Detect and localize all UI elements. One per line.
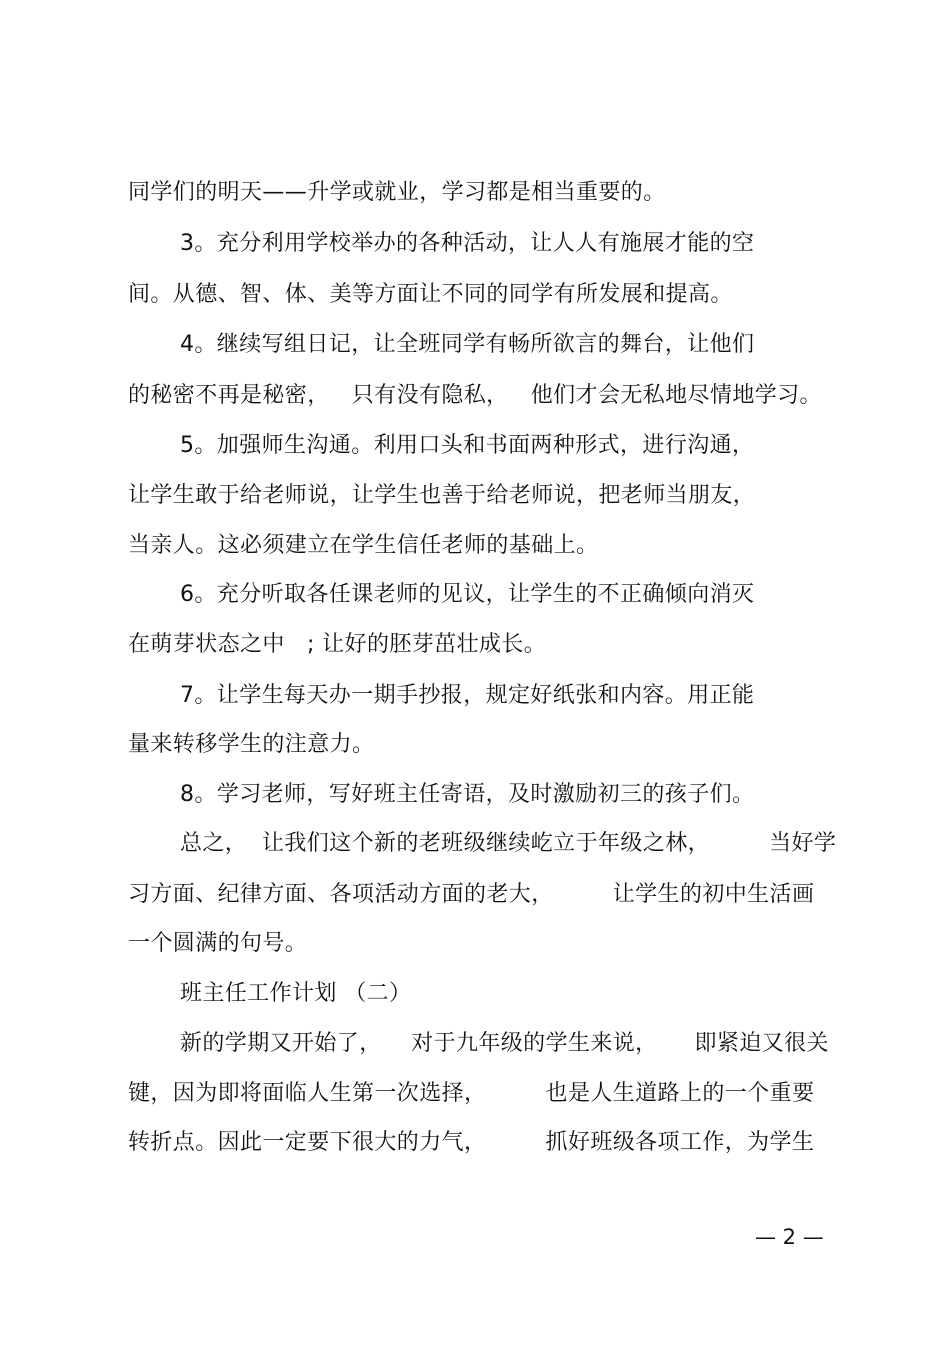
text-line: 键，因为即将面临人生第一次选择， 也是人生道路上的一个重要 xyxy=(128,1081,815,1106)
text-line: 3。充分利用学校举办的各种活动，让人人有施展才能的空 xyxy=(180,231,755,256)
text-line: 量来转移学生的注意力。 xyxy=(128,732,375,757)
page-number: — 2 — xyxy=(755,1225,824,1249)
text-line: 4。继续写组日记，让全班同学有畅所欲言的舞台，让他们 xyxy=(180,332,755,357)
text-line: 一个圆满的句号。 xyxy=(128,931,308,956)
text-line: 8。学习老师，写好班主任寄语，及时激励初三的孩子们。 xyxy=(180,782,755,807)
text-line: 6。充分听取各任课老师的见议，让学生的不正确倾向消灭 xyxy=(180,582,755,607)
text-line: 转折点。因此一定要下很大的力气， 抓好班级各项工作，为学生 xyxy=(128,1130,815,1155)
text-line: 让学生敢于给老师说，让学生也善于给老师说，把老师当朋友， xyxy=(128,483,756,508)
text-line: 7。让学生每天办一期手抄报，规定好纸张和内容。用正能 xyxy=(180,683,755,708)
section-heading: 班主任工作计划 （二） xyxy=(180,981,412,1006)
text-line: 5。加强师生沟通。利用口头和书面两种形式，进行沟通， xyxy=(180,433,755,458)
text-line: 同学们的明天——升学或就业，学习都是相当重要的。 xyxy=(128,180,666,205)
text-line: 习方面、纪律方面、各项活动方面的老大， 让学生的初中生活画 xyxy=(128,882,815,907)
text-line: 总之， 让我们这个新的老班级继续屹立于年级之林， 当好学 xyxy=(180,831,837,856)
text-line: 间。从德、智、体、美等方面让不同的同学有所发展和提高。 xyxy=(128,282,733,307)
text-line: 的秘密不再是秘密， 只有没有隐私， 他们才会无私地尽情地学习。 xyxy=(128,383,822,408)
text-line: 在萌芽状态之中 ; 让好的胚芽茁壮成长。 xyxy=(128,632,547,657)
text-line: 新的学期又开始了， 对于九年级的学生来说， 即紧迫又很关 xyxy=(180,1031,829,1056)
text-line: 当亲人。这必须建立在学生信任老师的基础上。 xyxy=(128,533,599,558)
